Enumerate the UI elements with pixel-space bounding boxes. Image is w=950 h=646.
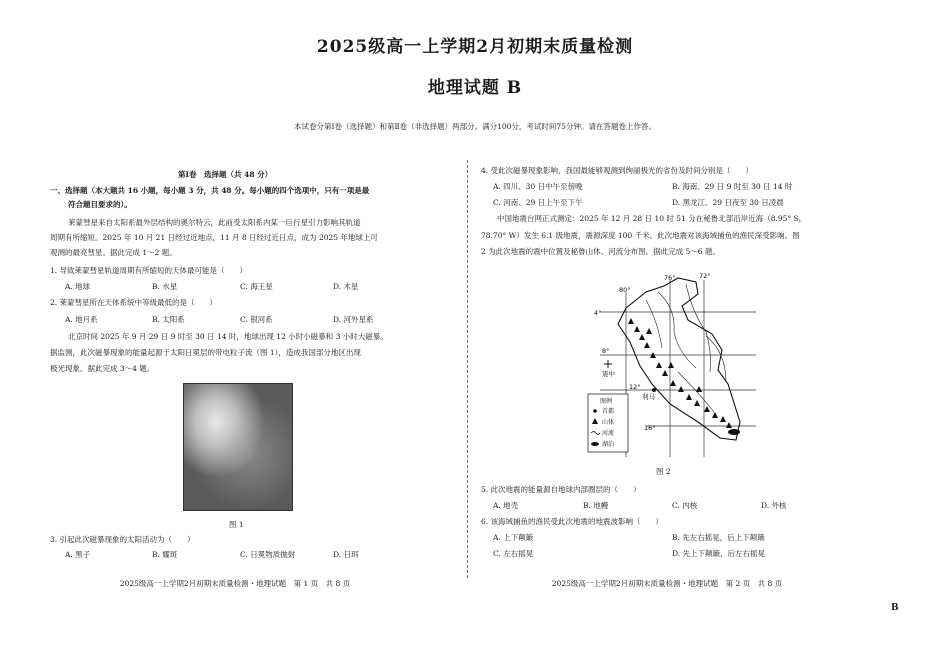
option: D. 外核 — [761, 501, 787, 510]
option: B. 地幔 — [583, 501, 609, 510]
epicenter-label: 震中 — [602, 370, 615, 378]
lon-label: 72° — [699, 272, 711, 280]
option: B. 海南、29 日 9 时至 30 日 14 时 — [672, 182, 793, 191]
exam-title: 2025级高一上学期2月初期末质量检测 — [316, 37, 634, 57]
question-4: 4. 受此次磁暴现象影响，我国最能够观测到绚丽极光的省份及时间分别是（ ） — [481, 166, 754, 175]
lat-label: 12° — [629, 383, 641, 391]
legend-item: 湖泊 — [602, 441, 615, 448]
option: A. 地球 — [65, 282, 91, 291]
option: A. 地壳 — [493, 501, 519, 510]
figure-1-caption: 图 1 — [229, 520, 244, 529]
page-footer-right: 2025级高一上学期2月初期末质量检测・地理试题 第 2 页 共 8 页 — [551, 579, 783, 588]
option: A. 黑子 — [65, 550, 91, 559]
question-1: 1. 导致莱蒙彗星轨道周期有所缩短的天体最可能是（ ） — [50, 266, 248, 275]
passage1-line: 周期有所缩短。2025 年 10 月 21 日经过近地点，11 月 8 日经过近日点，成为 2025 年地球上可 — [50, 233, 378, 242]
passage3-line: 78.70° W）发生 6.1 级地震，震源深度 100 千米。此次地震对该海域捕鱼的渔民深受影响。图 — [481, 231, 800, 240]
legend-item: 山体 — [602, 419, 615, 426]
option: A. 地月系 — [65, 315, 98, 324]
lon-label: 80° — [619, 286, 631, 294]
river — [646, 300, 662, 348]
exam-notice: 本试卷分第Ⅰ卷（选择题）和第Ⅱ卷（非选择题）两部分。满分100分，考试时间75分钟。请在答题卷上作答。 — [294, 122, 656, 131]
passage1-line: 观测的最亮彗星。据此完成 1～2 题。 — [50, 248, 177, 257]
option: B. 先左右摇晃，后上下颠簸 — [672, 533, 765, 542]
question-2: 2. 莱蒙彗星所在天体系统中等级最低的是（ ） — [50, 298, 218, 307]
exam-subtitle: 地理试题 B — [427, 78, 523, 98]
lat-label: 16° — [644, 424, 656, 432]
question-3: 3. 引起此次磁暴现象的太阳活动为（ ） — [50, 535, 195, 544]
section-title: 第Ⅰ卷 选择题（共 48 分） — [178, 170, 273, 179]
lat-label: 4° — [594, 309, 602, 317]
corner-mark: B — [891, 603, 899, 613]
option: C. 河南、29 日上午至下午 — [493, 198, 583, 207]
lon-label: 76° — [664, 274, 676, 282]
option: B. 耀斑 — [152, 550, 178, 559]
figure-2-caption: 图 2 — [656, 467, 671, 476]
solar-corona-image — [183, 383, 293, 511]
river — [658, 292, 696, 368]
instructions-line-2: 符合题目要求的）。 — [68, 200, 132, 209]
option: C. 日冕物质抛射 — [240, 550, 296, 559]
passage1-line: 莱蒙彗星来自太阳系最外层结构的奥尔特云，此前受太阳系内某一巨行星引力影响其轨道 — [68, 218, 361, 227]
option: C. 内核 — [672, 501, 698, 510]
lat-label: 8° — [602, 347, 610, 355]
option: A. 上下颠簸 — [493, 533, 534, 542]
lake-titicaca — [728, 429, 740, 435]
legend-title: 图例 — [600, 398, 613, 405]
option: D. 黑龙江、29 日夜至 30 日凌晨 — [672, 198, 784, 207]
option: C. 银河系 — [240, 315, 273, 324]
question-6: 6. 该海域捕鱼的渔民受此次地震的地震波影响（ ） — [481, 517, 664, 526]
instructions-line-1: 一、选择题（本大题共 16 小题，每小题 3 分，共 48 分。每小题的四个选项中，只有一项是最 — [50, 186, 370, 195]
passage3-line: 中国地震台网正式测定：2025 年 12 月 28 日 10 时 51 分在秘鲁北部沿岸近海（8.95° S， — [497, 214, 807, 223]
option: C. 左右摇晃 — [493, 549, 534, 558]
map-legend — [588, 394, 628, 452]
passage2-line: 极光现象。据此完成 3～4 题。 — [50, 364, 155, 373]
legend-item: 河流 — [602, 430, 615, 437]
passage2-line: 北京时间 2025 年 9 月 29 日 9 时至 30 日 14 时，地球出现 12 小时小磁暴和 3 小时大磁暴。 — [68, 332, 388, 341]
question-5: 5. 此次地震的能量源自地球内部圈层的（ ） — [481, 485, 641, 494]
option: D. 木星 — [333, 282, 359, 291]
mountain-symbols — [628, 318, 732, 428]
option: D. 日珥 — [333, 550, 359, 559]
river — [686, 284, 711, 372]
option: D. 先上下颠簸，后左右摇晃 — [672, 549, 766, 558]
page-footer-left: 2025级高一上学期2月初期末质量检测・地理试题 第 1 页 共 8 页 — [119, 579, 351, 588]
capital-label: 利马 — [642, 393, 655, 401]
epicenter-marker — [604, 360, 612, 368]
peru-border — [618, 278, 740, 440]
option: B. 水星 — [152, 282, 178, 291]
option: D. 河外星系 — [333, 315, 374, 324]
passage2-line: 据监测，此次磁暴现象的能量起源于太阳日冕层的带电粒子流（图 1），造成我国部分地区出现 — [50, 348, 361, 357]
passage3-line: 2 为此次地震的震中位置及秘鲁山体、河流分布图。据此完成 5～6 题。 — [481, 247, 720, 256]
option: C. 海王星 — [240, 282, 273, 291]
column-divider — [467, 160, 468, 578]
peru-map — [586, 272, 756, 457]
option: A. 四川、30 日中午至傍晚 — [493, 182, 583, 191]
river — [706, 336, 726, 382]
legend-item: 首都 — [602, 408, 615, 415]
option: B. 太阳系 — [152, 315, 185, 324]
capital-marker — [652, 388, 656, 392]
